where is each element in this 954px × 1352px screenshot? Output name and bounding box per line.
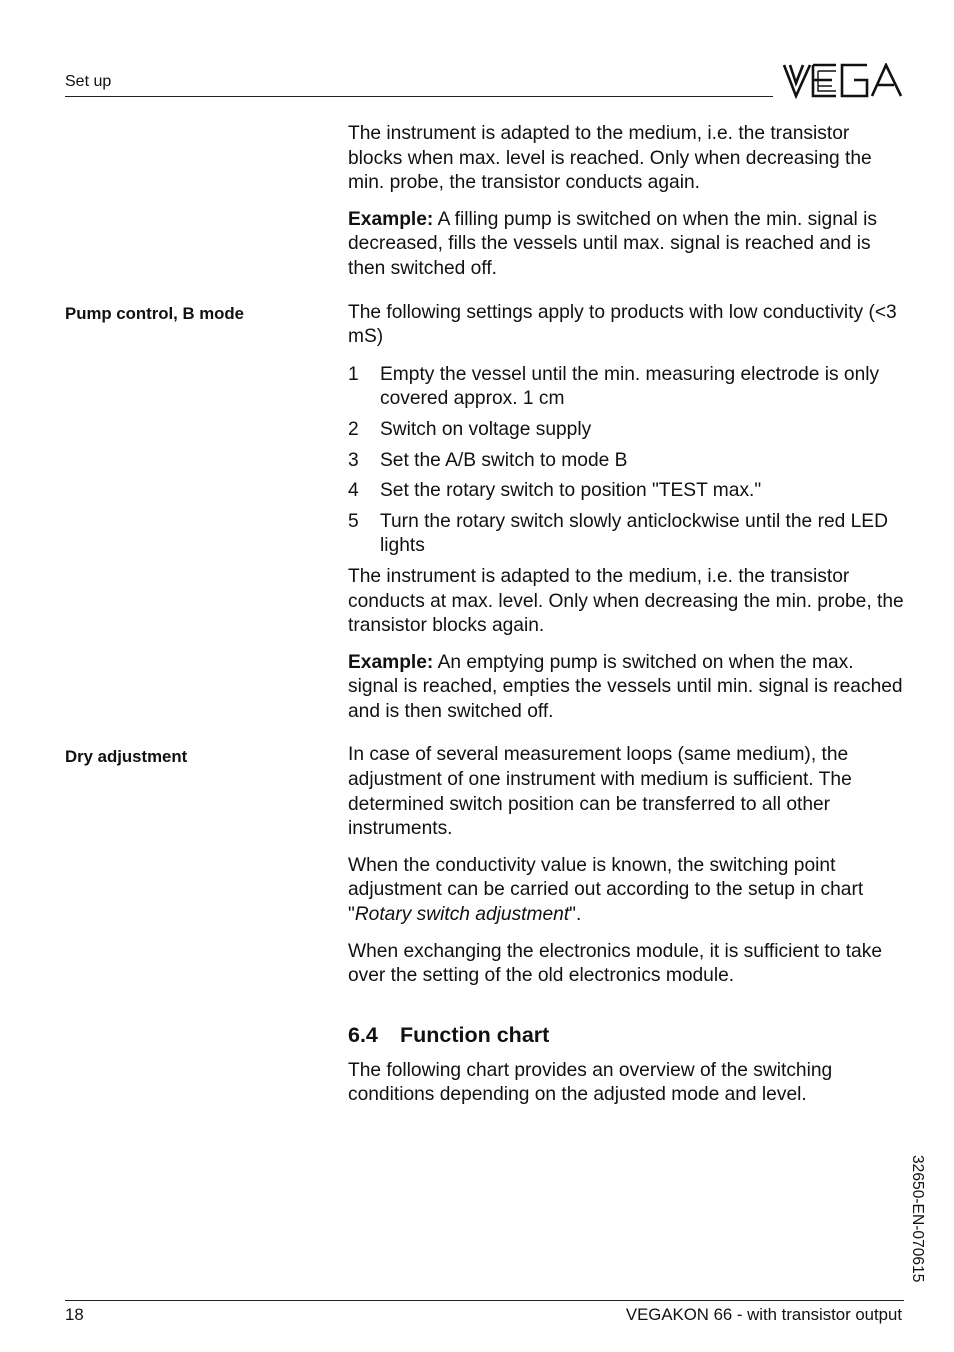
step-number: 1: [348, 363, 359, 385]
step-text: Set the rotary switch to position "TEST max.": [380, 480, 762, 502]
section-number: 6.4: [348, 1022, 378, 1047]
dry-paragraph-1: In case of several measurement loops (same medium), the adjustment of one instrument with medium is sufficient. The determined switch position can be transferred to all other instruments.: [348, 744, 852, 840]
dry-paragraph-3: When exchanging the electronics module, it is sufficient to take over the setting of the old electronics module.: [348, 940, 882, 987]
footer-rule: [65, 1300, 904, 1301]
step-item: [348, 363, 904, 412]
example-label: Example:: [348, 208, 434, 230]
step-item: [348, 418, 904, 443]
section-heading: [348, 1021, 904, 1049]
step-number: 2: [348, 418, 359, 440]
dry-paragraph-2-end: ".: [569, 904, 582, 926]
section-paragraph: The following chart provides an overview of the switching conditions depending on the adjusted mode and level.: [348, 1059, 833, 1106]
example-emptying-paragraph: [348, 651, 904, 725]
step-number: 4: [348, 480, 359, 502]
step-text: Empty the vessel until the min. measuring electrode is only covered approx. 1 cm: [380, 363, 880, 410]
chart-reference: Rotary switch adjustment: [354, 904, 570, 926]
example-label: Example:: [348, 651, 434, 673]
example-filling-paragraph: [348, 208, 904, 282]
step-text: Set the A/B switch to mode B: [380, 449, 628, 471]
step-number: 3: [348, 449, 359, 471]
step-item: [348, 449, 904, 474]
page-number: 18: [65, 1305, 84, 1324]
vega-logo: [782, 63, 904, 99]
step-item: [348, 510, 904, 559]
section-title: Function chart: [400, 1022, 550, 1047]
dry-paragraph-2: [348, 854, 904, 928]
sidehead-dry-adjustment: Dry adjustment: [65, 747, 188, 766]
dry-paragraph-2-text: When the conductivity value is known, the switching point adjustment can be carried out according to the setup in chart ": [348, 854, 864, 926]
main-column: [348, 122, 904, 1108]
adaptation-paragraph: The instrument is adapted to the medium, i.e. the transistor blocks when max. level is reached. Only when decreasing the min. probe, the transistor conducts again.: [348, 123, 872, 194]
header-section-label: Set up: [65, 73, 112, 90]
example-text: An emptying pump is switched on when the max. signal is reached, empties the vessels until min. signal is reached and is then switched off.: [348, 651, 903, 722]
pump-b-result: The instrument is adapted to the medium, i.e. the transistor conducts at max. level. Only when decreasing the min. probe, the transistor blocks again.: [348, 565, 904, 637]
step-number: 5: [348, 510, 359, 532]
example-text: A filling pump is switched on when the min. signal is decreased, fills the vessels until max. signal is reached and is then switched off.: [348, 208, 878, 279]
sidehead-pump-control-b: Pump control, B mode: [65, 304, 245, 323]
step-text: Turn the rotary switch slowly anticlockwise until the red LED lights: [380, 510, 888, 557]
header-rule: [65, 96, 773, 97]
step-text: Switch on voltage supply: [380, 418, 592, 440]
pump-b-intro: The following settings apply to products with low conductivity (<3 mS): [348, 301, 897, 348]
document-code: 32650-EN-070615: [909, 1155, 926, 1283]
step-item: [348, 479, 904, 504]
pump-b-steps: [348, 363, 904, 559]
document-title: VEGAKON 66 - with transistor output: [625, 1305, 902, 1324]
